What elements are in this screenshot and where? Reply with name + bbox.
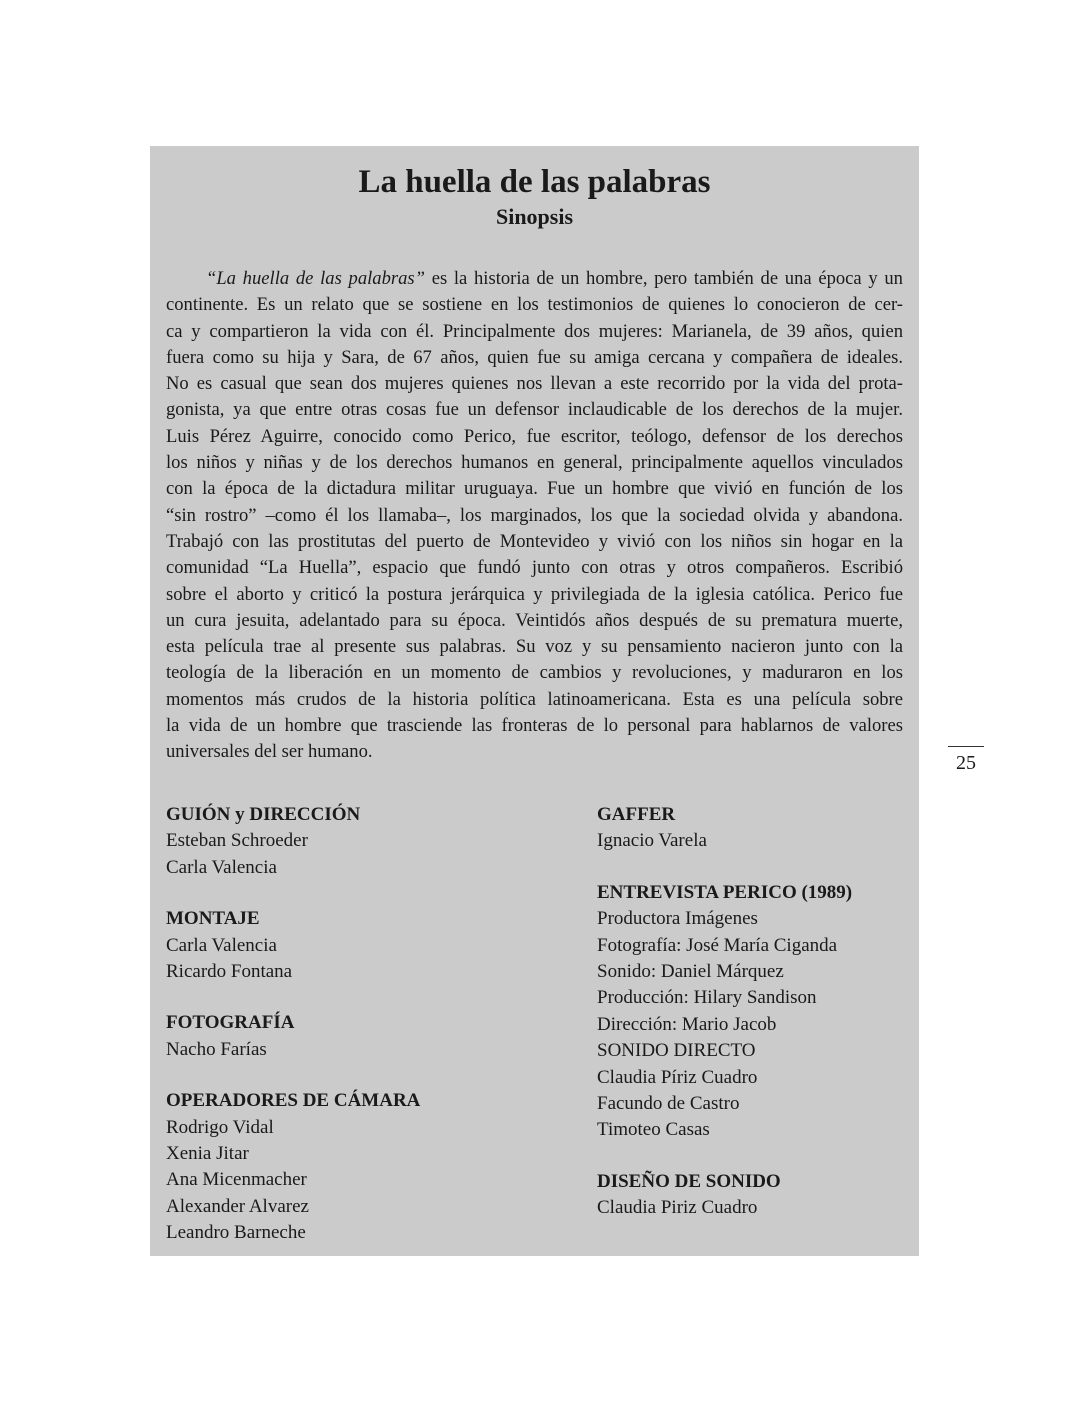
- synopsis-line: [166, 739, 903, 765]
- credit-name: Esteban Schroeder: [166, 830, 308, 852]
- page-number: 25: [948, 746, 984, 775]
- credit-name: Nacho Farías: [166, 1038, 267, 1060]
- credit-heading: GUIÓN y DIRECCIÓN: [166, 804, 361, 825]
- credit-heading: GAFFER: [597, 804, 676, 825]
- synopsis-line-text: “sin rostro” –como él los llamaba–, los marginados, los que la sociedad olvida y abandona.: [166, 504, 903, 526]
- credit-heading: DISEÑO DE SONIDO: [597, 1170, 781, 1192]
- credit-heading: MONTAJE: [166, 908, 260, 930]
- synopsis-line: [166, 503, 903, 529]
- credit-name: Carla Valencia: [166, 856, 277, 878]
- synopsis-line-text: comunidad “La Huella”, espacio que fundó junto con otras y otros compañeros. Escribió: [166, 557, 903, 579]
- synopsis-line: [166, 660, 903, 686]
- synopsis-line: [166, 476, 903, 502]
- credit-name: Sonido: Daniel Márquez: [597, 961, 784, 983]
- document-subtitle: Sinopsis: [495, 204, 574, 229]
- synopsis-line: [166, 292, 903, 318]
- credit-name: Ricardo Fontana: [166, 961, 293, 983]
- credit-name: Ignacio Varela: [597, 830, 707, 852]
- credit-name: Ana Micenmacher: [166, 1169, 307, 1191]
- synopsis-paragraph: [166, 266, 903, 766]
- credit-group: [166, 1088, 566, 1246]
- synopsis-line-text: Luis Pérez Aguirre, conocido como Perico, fue escritor, teólogo, defensor de los derechos: [166, 425, 903, 447]
- synopsis-line: [166, 713, 903, 739]
- credit-name: Facundo de Castro: [597, 1093, 740, 1115]
- credit-name: Productora Imágenes: [597, 908, 758, 930]
- credit-name: Dirección: Mario Jacob: [597, 1013, 777, 1035]
- synopsis-line-text: gonista, ya que entre otras cosas fue un defensor inclaudicable de los derechos de la mujer.: [166, 399, 903, 421]
- credit-group: [597, 802, 917, 855]
- credit-name: Xenia Jitar: [166, 1143, 249, 1165]
- credit-group: [166, 802, 566, 881]
- credits-column-right: [597, 802, 917, 1247]
- synopsis-line: [166, 371, 903, 397]
- synopsis-line-text: fuera como su hija y Sara, de 67 años, quien fue su amiga cercana y compañera de ideales.: [166, 346, 903, 368]
- credit-name: Fotografía: José María Ciganda: [597, 934, 838, 956]
- credit-heading: ENTREVISTA PERICO (1989): [597, 881, 853, 903]
- synopsis-line-text: Trabajó con las prostitutas del puerto de Montevideo y vivió con los niños sin hogar en la: [166, 530, 903, 552]
- synopsis-line-text: con la época de la dictadura militar uruguaya. Fue un hombre que vivió en función de los: [166, 478, 903, 500]
- synopsis-line-text: la vida de un hombre que trasciende las fronteras de lo personal para hablarnos de valores: [166, 715, 903, 737]
- synopsis-line: [166, 345, 903, 371]
- credit-group: [166, 1010, 566, 1063]
- credits-column-left: [166, 802, 566, 1272]
- credit-heading: OPERADORES DE CÁMARA: [166, 1090, 421, 1112]
- credit-group: [597, 1169, 917, 1222]
- credit-name: Rodrigo Vidal: [166, 1116, 274, 1138]
- synopsis-line-text: esta película trae al presente sus palabras. Su voz y su pensamiento nacieron junto con la: [166, 636, 903, 658]
- synopsis-line-text: teología de la liberación en un momento de cambios y revoluciones, y maduraron en los: [166, 662, 903, 684]
- credit-name: Claudia Piriz Cuadro: [597, 1197, 758, 1219]
- synopsis-line: [166, 319, 903, 345]
- synopsis-line: [166, 555, 903, 581]
- synopsis-line-text: es la historia de un hombre, pero también de una época y un: [424, 268, 903, 289]
- credit-name: Leandro Barneche: [166, 1222, 306, 1244]
- credit-group: [597, 880, 917, 1144]
- credit-name: SONIDO DIRECTO: [597, 1040, 756, 1062]
- synopsis-line-text: momentos más crudos de la historia política latinoamericana. Esta es una película sobre: [166, 688, 903, 710]
- synopsis-line-text: los niños y niñas y de los derechos humanos en general, principalmente aquellos vinculados: [166, 452, 903, 474]
- synopsis-line: [166, 582, 903, 608]
- synopsis-line: [166, 687, 903, 713]
- credit-name: Carla Valencia: [166, 934, 277, 956]
- synopsis-panel: [150, 146, 919, 1256]
- credit-name: Alexander Alvarez: [166, 1195, 309, 1217]
- synopsis-line-text: un cura jesuita, adelantado para su época. Veintidós años después de su prematura muerte,: [166, 609, 903, 631]
- document-title: La huella de las palabras: [358, 164, 711, 200]
- synopsis-line: [166, 450, 903, 476]
- credit-name: Claudia Píriz Cuadro: [597, 1066, 758, 1088]
- synopsis-line-text: sobre el aborto y criticó la postura jerárquica y privilegiada de la iglesia católica. Perico fue: [166, 583, 903, 605]
- synopsis-line-text: No es casual que sean dos mujeres quienes nos llevan a este recorrido por la vida del prota-: [166, 373, 903, 395]
- synopsis-line-text: universales del ser humano.: [166, 741, 373, 763]
- synopsis-line: [166, 424, 903, 450]
- film-title-quote: “La huella de las palabras”: [206, 268, 425, 289]
- credit-name: Timoteo Casas: [597, 1119, 710, 1141]
- synopsis-line-text: ca y compartieron la vida con él. Principalmente dos mujeres: Marianela, de 39 años, quien: [166, 320, 903, 342]
- credit-name: Producción: Hilary Sandison: [597, 987, 817, 1009]
- synopsis-line-text: continente. Es un relato que se sostiene en los testimonios de quienes lo conocieron de cer-: [166, 294, 903, 316]
- synopsis-line: [166, 529, 903, 555]
- synopsis-line: [166, 397, 903, 423]
- synopsis-line: [166, 634, 903, 660]
- credit-group: [166, 906, 566, 985]
- credit-heading: FOTOGRAFÍA: [166, 1012, 295, 1034]
- synopsis-line: [166, 266, 903, 292]
- synopsis-line: [166, 608, 903, 634]
